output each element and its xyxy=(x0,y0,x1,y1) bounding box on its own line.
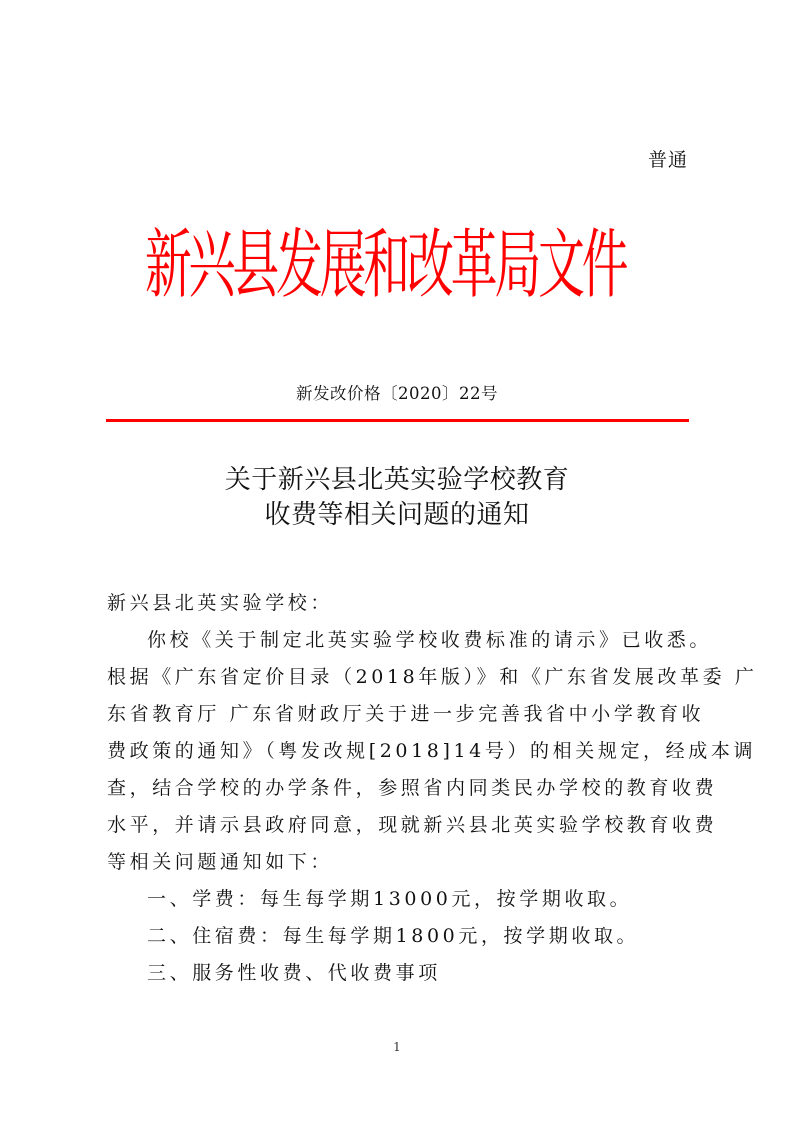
salutation: 新兴县北英实验学校： xyxy=(107,592,334,614)
paragraph-line: 水平，并请示县政府同意，现就新兴县北英实验学校教育收费 xyxy=(107,814,718,836)
paragraph-line: 查，结合学校的办学条件，参照省内同类民办学校的教育收费 xyxy=(107,777,718,799)
paragraph-line: 东省教育厅 广东省财政厅关于进一步完善我省中小学教育收 xyxy=(107,703,705,725)
paragraph-line: 根据《广东省定价目录（2018年版）》和《广东省发展改革委 广 xyxy=(107,666,758,688)
list-item-service-fees: 三、服务性收费、代收费事项 xyxy=(147,962,441,984)
issuing-agency-masthead: 新兴县发展和改革局文件 xyxy=(145,221,626,310)
list-item-tuition: 一、学费：每生每学期13000元，按学期收取。 xyxy=(147,888,633,910)
document-number: 新发改价格〔2020〕22号 xyxy=(296,384,498,403)
paragraph-line: 你校《关于制定北英实验学校收费标准的请示》已收悉。 xyxy=(147,629,713,651)
list-item-accommodation: 二、住宿费：每生每学期1800元，按学期收取。 xyxy=(147,925,640,947)
classification-label: 普通 xyxy=(648,149,689,171)
document-title xyxy=(0,463,794,533)
red-separator-rule xyxy=(106,419,689,422)
paragraph-line: 费政策的通知》（粤发改规[2018]14号）的相关规定，经成本调 xyxy=(107,740,757,762)
document-title-line-1: 关于新兴县北英实验学校教育 xyxy=(224,465,570,495)
document-title-line-2: 收费等相关问题的通知 xyxy=(264,500,530,530)
paragraph-line: 等相关问题通知如下： xyxy=(107,851,334,873)
document-body xyxy=(107,585,758,992)
page-number: 1 xyxy=(393,1040,401,1054)
